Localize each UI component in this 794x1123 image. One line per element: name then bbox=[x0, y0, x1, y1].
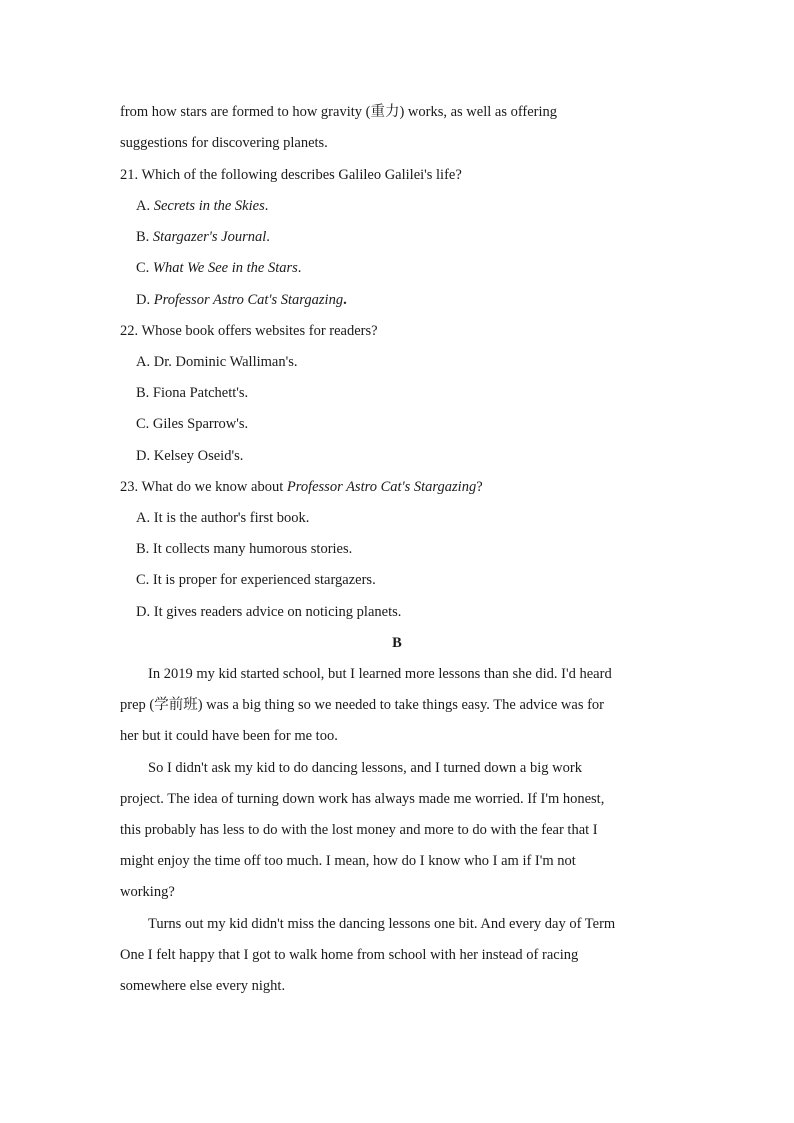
section-b-line: One I felt happy that I got to walk home from school with her instead of racing bbox=[120, 947, 579, 963]
question-23-option-c: C. It is proper for experienced stargazers. bbox=[136, 572, 376, 588]
question-23-option-b: B. It collects many humorous stories. bbox=[136, 541, 353, 557]
passage-line: from how stars are formed to how gravity (重力) works, as well as offering bbox=[120, 104, 558, 120]
question-21-option-a: A. Secrets in the Skies. bbox=[136, 198, 269, 214]
question-22-option-b: B. Fiona Patchett's. bbox=[136, 385, 249, 401]
section-b-line: prep (学前班) was a big thing so we needed to take things easy. The advice was for bbox=[120, 697, 605, 713]
question-23-option-d: D. It gives readers advice on noticing planets. bbox=[136, 604, 402, 620]
question-21-option-b: B. Stargazer's Journal. bbox=[136, 229, 270, 245]
question-23-stem: 23. What do we know about Professor Astro Cat's Stargazing? bbox=[120, 479, 483, 495]
section-b-line: this probably has less to do with the lost money and more to do with the fear that I bbox=[120, 822, 598, 838]
section-b-line: In 2019 my kid started school, but I learned more lessons than she did. I'd heard bbox=[148, 666, 612, 682]
question-22-stem: 22. Whose book offers websites for readers? bbox=[120, 323, 378, 339]
section-b-line: might enjoy the time off too much. I mean, how do I know who I am if I'm not bbox=[120, 853, 576, 869]
section-b-line: project. The idea of turning down work has always made me worried. If I'm honest, bbox=[120, 791, 605, 807]
section-b-line: Turns out my kid didn't miss the dancing lessons one bit. And every day of Term bbox=[148, 916, 616, 932]
section-b-line: So I didn't ask my kid to do dancing lessons, and I turned down a big work bbox=[148, 760, 582, 776]
question-22-option-a: A. Dr. Dominic Walliman's. bbox=[136, 354, 298, 370]
question-21-option-c: C. What We See in the Stars. bbox=[136, 260, 302, 276]
section-b-line: her but it could have been for me too. bbox=[120, 728, 338, 744]
section-b-heading: B bbox=[392, 635, 402, 651]
question-22-option-d: D. Kelsey Oseid's. bbox=[136, 448, 244, 464]
section-b-line: working? bbox=[120, 884, 175, 900]
question-21-option-d: D. Professor Astro Cat's Stargazing. bbox=[136, 292, 347, 308]
question-22-option-c: C. Giles Sparrow's. bbox=[136, 416, 249, 432]
question-23-option-a: A. It is the author's first book. bbox=[136, 510, 310, 526]
question-21-stem: 21. Which of the following describes Galileo Galilei's life? bbox=[120, 167, 462, 183]
section-b-line: somewhere else every night. bbox=[120, 978, 286, 994]
passage-line: suggestions for discovering planets. bbox=[120, 135, 328, 151]
